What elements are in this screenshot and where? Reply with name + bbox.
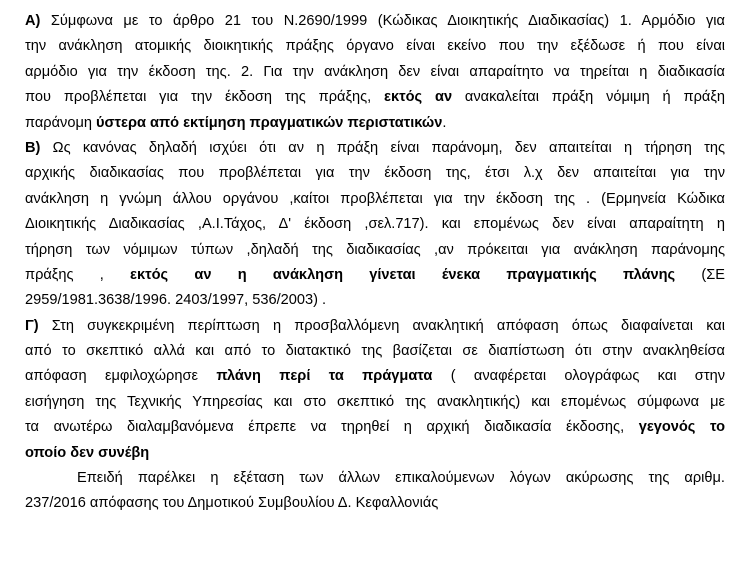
text-run: τήρηση των νόμιμων τύπων ,δηλαδή της διαδικασίας ,αν πρόκειται για ανάκληση παράνομης	[25, 241, 725, 258]
paragraph-a	[25, 9, 725, 136]
bold-text-run: πλάνη περί τα πράγματα	[216, 368, 433, 385]
text-run: Επειδή παρέλκει η εξέταση των άλλων επικαλούμενων λόγων ακύρωσης της αριθμ.	[77, 470, 725, 487]
text-run: που προβλέπεται για την έκδοση της πράξης,	[25, 89, 385, 106]
text-line	[25, 187, 725, 212]
section-label: Β)	[25, 139, 41, 156]
text-run: 237/2016 απόφασης του Δημοτικού Συμβουλίου Δ. Κεφαλλονιάς	[25, 495, 439, 512]
text-line	[25, 339, 725, 364]
text-run: τα ανωτέρω διαλαμβανόμενα έπρεπε να τηρηθεί η αρχική διαδικασία έκδοσης,	[25, 419, 639, 436]
paragraph-c	[25, 314, 725, 466]
text-line	[25, 60, 725, 85]
text-line	[25, 263, 725, 288]
section-label: Γ)	[25, 317, 39, 334]
text-run: πράξης ,	[25, 266, 131, 283]
text-run: 2959/1981.3638/1996. 2403/1997, 536/2003) .	[25, 292, 327, 309]
text-line	[25, 212, 725, 237]
text-run: Ως κανόνας δηλαδή ισχύει ότι αν η πράξη είναι παράνομη, δεν απαιτείται η τήρηση της	[40, 139, 725, 156]
text-line	[25, 288, 725, 313]
text-line	[25, 9, 725, 34]
bold-text-run: ύστερα από εκτίμηση πραγματικών περιστατικών	[96, 114, 443, 131]
text-line	[25, 415, 725, 440]
text-run: την ανάκληση ατομικής διοικητικής πράξης όργανο είναι εκείνο που την εξέδωσε ή που είναι	[25, 38, 725, 55]
text-run: αρμόδιο για την έκδοση της. 2. Για την ανάκληση δεν είναι απαραίτητο να τηρείται η διαδικασία	[25, 63, 725, 80]
text-run: αρχικής διαδικασίας που προβλέπεται για την έκδοση της, έτσι λ.χ δεν απαιτείται για την	[25, 165, 725, 182]
text-line	[25, 111, 725, 136]
bold-text-run: εκτός αν η ανάκληση γίνεται ένεκα πραγματικής πλάνης	[130, 266, 676, 283]
text-line	[25, 390, 725, 415]
text-line	[25, 364, 725, 389]
text-run: .	[442, 114, 447, 131]
text-line	[25, 161, 725, 186]
text-run: εισήγηση της Τεχνικής Υπηρεσίας και στο σκεπτικό της ανακλητικής) και επομένως σύμφωνα με	[25, 393, 725, 410]
text-run: παράνομη	[25, 114, 97, 131]
text-line	[25, 466, 725, 491]
text-line	[25, 136, 725, 161]
bold-text-run: εκτός αν	[384, 89, 453, 106]
text-run: απόφαση εμφιλοχώρησε	[25, 368, 217, 385]
text-line	[25, 441, 725, 466]
text-run: από το σκεπτικό αλλά και από το διατακτικό της βασίζεται σε διαπίστωση ότι στην ανακληθείσα	[25, 343, 725, 360]
text-run: ανάκληση η γνώμη άλλου οργάνου ,καίτοι προβλέπεται για την έκδοση της . (Ερμηνεία Κώδικα	[25, 190, 725, 207]
text-run: Διοικητικής Διαδικασίας ,Α.Ι.Τάχος, Δ' έκδοση ,σελ.717). και επομένως δεν είναι απαραίτητη η	[25, 216, 725, 233]
paragraph-d	[25, 466, 725, 517]
paragraph-b	[25, 136, 725, 314]
bold-text-run: οποίο δεν συνέβη	[25, 444, 150, 461]
text-run: Στη συγκεκριμένη περίπτωση η προσβαλλόμενη ανακλητική απόφαση όπως διαφαίνεται και	[38, 317, 725, 334]
text-run: ( αναφέρεται ολογράφως και στην	[432, 368, 725, 385]
text-line	[25, 238, 725, 263]
text-line	[25, 34, 725, 59]
section-label: Α)	[25, 13, 41, 29]
text-run: (ΣΕ	[675, 266, 725, 283]
text-line	[25, 314, 725, 339]
text-run: Σύμφωνα με το άρθρο 21 του Ν.2690/1999 (Κώδικας Διοικητικής Διαδικασίας) 1. Αρμόδιο για	[40, 13, 725, 29]
text-line	[25, 491, 725, 516]
text-run: ανακαλείται πράξη νόμιμη ή πράξη	[452, 89, 725, 106]
bold-text-run: γεγονός το	[638, 419, 725, 436]
text-line	[25, 85, 725, 110]
